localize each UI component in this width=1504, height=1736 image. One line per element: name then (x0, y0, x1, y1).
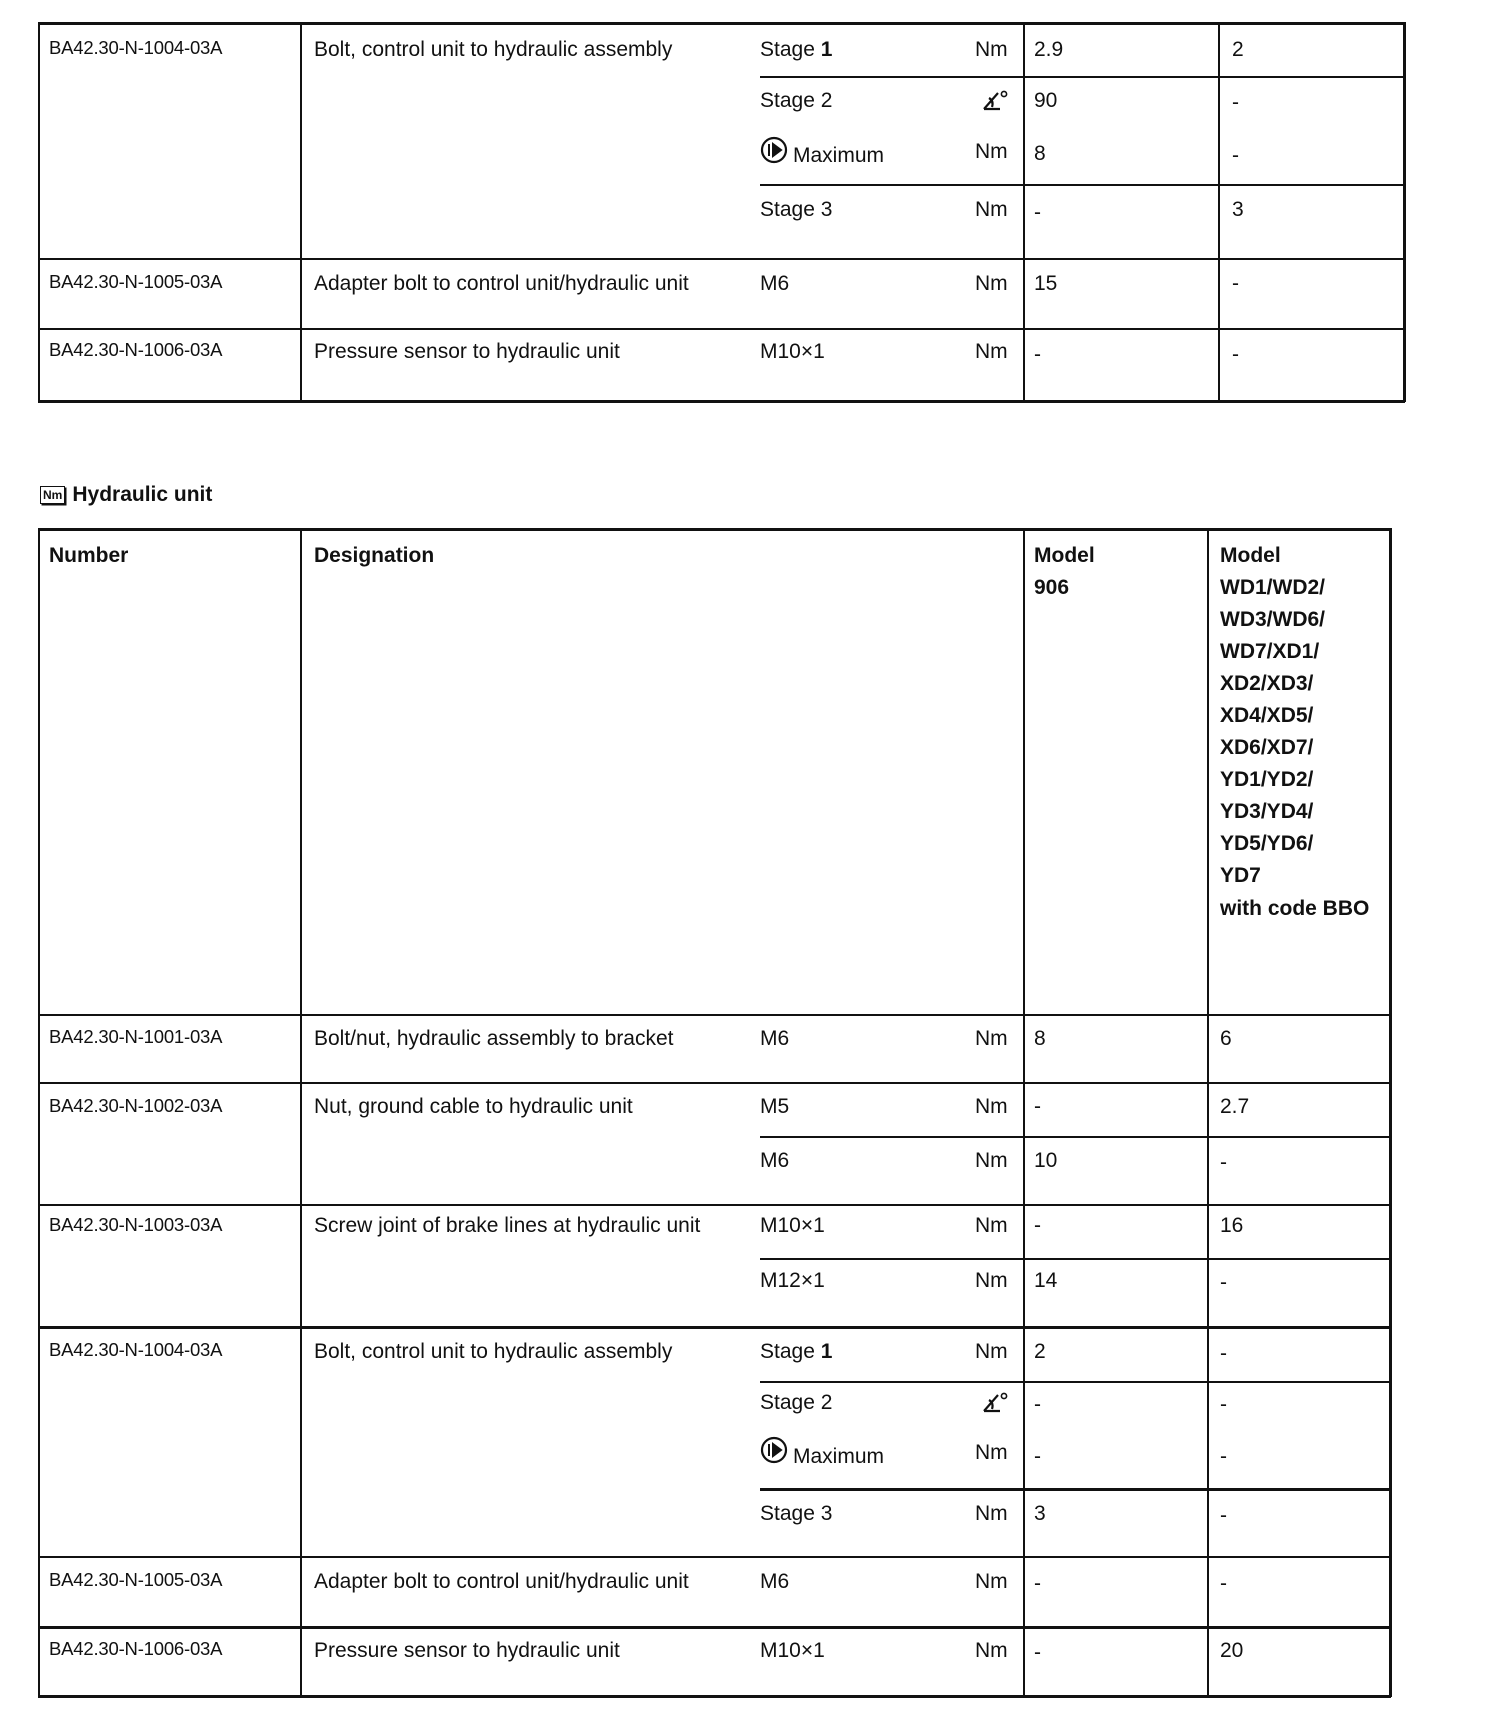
value-906: 2.9 (1034, 38, 1064, 61)
spec-stage2: Stage 2 (760, 1391, 833, 1414)
header-model-line: Model (1220, 544, 1281, 567)
spec-stage2: Stage 2 (760, 89, 833, 112)
unit-nm: Nm (975, 198, 1008, 221)
row-designation: Bolt, control unit to hydraulic assembly (314, 38, 673, 61)
value-906: 8 (1034, 1027, 1046, 1050)
torque-icon: Nm (40, 486, 65, 504)
unit-nm: Nm (975, 1340, 1008, 1363)
value-wd: - (1220, 1572, 1227, 1595)
value-wd: - (1220, 1342, 1227, 1365)
spec-maximum: Maximum (793, 1445, 885, 1468)
header-designation: Designation (314, 544, 435, 567)
value-wd: - (1232, 343, 1239, 366)
row-designation: Adapter bolt to control unit/hydraulic unit (314, 272, 689, 295)
spec: M10×1 (760, 1639, 825, 1662)
row-designation: Bolt, control unit to hydraulic assembly (314, 1340, 673, 1363)
header-model-line: WD3/WD6/ (1220, 608, 1325, 631)
spec: M6 (760, 1027, 790, 1050)
unit-nm: Nm (975, 272, 1008, 295)
spec-stage3: Stage 3 (760, 198, 833, 221)
unit-nm: Nm (975, 340, 1008, 363)
unit-nm: Nm (975, 1214, 1008, 1237)
angle-icon (981, 1391, 1009, 1419)
row-designation: Pressure sensor to hydraulic unit (314, 1639, 620, 1662)
spec: M6 (760, 272, 790, 295)
value-wd: 6 (1220, 1027, 1232, 1050)
value-906: - (1034, 201, 1041, 224)
unit-nm: Nm (975, 1269, 1008, 1292)
value-wd: - (1232, 144, 1239, 167)
row-number: BA42.30-N-1005-03A (49, 271, 223, 292)
header-model-line: XD2/XD3/ (1220, 672, 1314, 695)
unit-nm: Nm (975, 1149, 1008, 1172)
value-906: - (1034, 1214, 1041, 1237)
value-906: 2 (1034, 1340, 1046, 1363)
angle-icon (981, 89, 1009, 117)
row-designation: Pressure sensor to hydraulic unit (314, 340, 620, 363)
spec: M6 (760, 1570, 790, 1593)
spec-stage3: Stage 3 (760, 1502, 833, 1525)
row-number: BA42.30-N-1002-03A (49, 1095, 223, 1116)
row-number: BA42.30-N-1004-03A (49, 1339, 223, 1360)
warning-circle-icon (760, 136, 788, 170)
value-wd: 16 (1220, 1214, 1244, 1237)
spec-maximum: Maximum (793, 144, 885, 167)
value-wd: 3 (1232, 198, 1244, 221)
value-906: 3 (1034, 1502, 1046, 1525)
value-906: 8 (1034, 142, 1046, 165)
value-wd: 20 (1220, 1639, 1244, 1662)
value-906: - (1034, 1445, 1041, 1468)
section-title (40, 482, 212, 508)
value-906: - (1034, 1393, 1041, 1416)
header-model-line: WD1/WD2/ (1220, 576, 1325, 599)
header-model-line: YD5/YD6/ (1220, 832, 1314, 855)
value-906: - (1034, 343, 1041, 366)
row-number: BA42.30-N-1005-03A (49, 1569, 223, 1590)
value-906: - (1034, 1641, 1041, 1664)
unit-nm: Nm (975, 1502, 1008, 1525)
value-wd: 2 (1232, 38, 1244, 61)
spec: M6 (760, 1149, 790, 1172)
row-designation: Adapter bolt to control unit/hydraulic unit (314, 1570, 689, 1593)
header-model-line: XD6/XD7/ (1220, 736, 1314, 759)
value-906: 10 (1034, 1149, 1058, 1172)
row-designation: Bolt/nut, hydraulic assembly to bracket (314, 1027, 674, 1050)
section-title-label: Hydraulic unit (72, 483, 213, 506)
value-wd: - (1220, 1445, 1227, 1468)
value-wd: - (1232, 272, 1239, 295)
value-wd: - (1220, 1271, 1227, 1294)
unit-nm: Nm (975, 1027, 1008, 1050)
header-model-line: YD7 (1220, 864, 1261, 887)
warning-circle-icon (760, 1436, 788, 1470)
row-number: BA42.30-N-1006-03A (49, 1638, 223, 1659)
spec-stage1: Stage 1 (760, 1340, 833, 1363)
unit-nm: Nm (975, 38, 1008, 61)
header-number: Number (49, 544, 129, 567)
value-wd: - (1232, 91, 1239, 114)
value-906: 90 (1034, 89, 1058, 112)
header-model-906: 906 (1034, 576, 1070, 599)
value-906: 15 (1034, 272, 1058, 295)
row-number: BA42.30-N-1004-03A (49, 37, 223, 58)
value-906: - (1034, 1095, 1041, 1118)
spec: M12×1 (760, 1269, 825, 1292)
value-wd: - (1220, 1393, 1227, 1416)
row-designation: Screw joint of brake lines at hydraulic unit (314, 1214, 701, 1237)
spec: M5 (760, 1095, 790, 1118)
row-number: BA42.30-N-1006-03A (49, 339, 223, 360)
row-designation: Nut, ground cable to hydraulic unit (314, 1095, 633, 1118)
value-wd: - (1220, 1151, 1227, 1174)
value-906: 14 (1034, 1269, 1058, 1292)
row-number: BA42.30-N-1001-03A (49, 1026, 223, 1047)
header-model-line: WD7/XD1/ (1220, 640, 1320, 663)
header-model-line: XD4/XD5/ (1220, 704, 1314, 727)
unit-nm: Nm (975, 1639, 1008, 1662)
value-wd: 2.7 (1220, 1095, 1250, 1118)
unit-nm: Nm (975, 1095, 1008, 1118)
header-model-906: Model (1034, 544, 1095, 567)
value-wd: - (1220, 1504, 1227, 1527)
header-model-line: with code BBO (1220, 897, 1370, 920)
row-number: BA42.30-N-1003-03A (49, 1214, 223, 1235)
unit-nm: Nm (975, 1441, 1008, 1464)
spec: M10×1 (760, 1214, 825, 1237)
header-model-line: YD1/YD2/ (1220, 768, 1314, 791)
header-model-line: YD3/YD4/ (1220, 800, 1314, 823)
spec: M10×1 (760, 340, 825, 363)
unit-nm: Nm (975, 140, 1008, 163)
spec-stage1: Stage 1 (760, 38, 833, 61)
unit-nm: Nm (975, 1570, 1008, 1593)
value-906: - (1034, 1572, 1041, 1595)
